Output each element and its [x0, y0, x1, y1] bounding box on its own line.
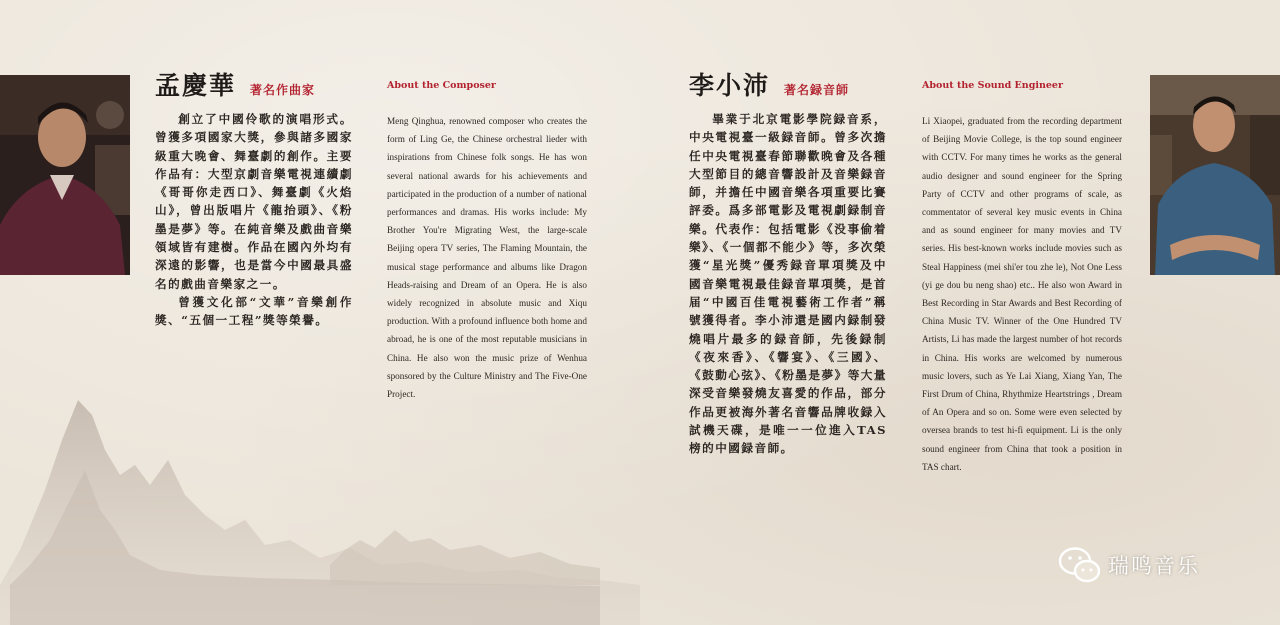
composer-photo	[0, 75, 130, 275]
composer-bio-cn	[155, 110, 353, 330]
mountain-illustration	[0, 380, 640, 625]
composer-bio-en	[387, 112, 587, 403]
engineer-photo	[1150, 75, 1280, 275]
composer-about-heading: About the Composer	[387, 80, 496, 91]
composer-bio-cn-paragraph: 創立了中國伶歌的演唱形式。曾獲多項國家大獎，參與諸多國家級重大晚會、舞臺劇的創作。主要作品有：大型京劇音樂電視連續劇《哥哥你走西口》、舞臺劇《火焰山》，曾出版唱片《龍抬頭》、《粉墨是夢》等。在純音樂及戲曲音樂領域皆有建樹。作品在國內外均有深遠的影響，也是當今中國最具盛名的戲曲音樂家之一。	[155, 112, 353, 291]
wechat-icon	[1058, 545, 1102, 585]
engineer-bio-cn	[689, 110, 887, 458]
composer-name: 孟慶華	[155, 71, 237, 100]
composer-heading	[155, 66, 315, 102]
engineer-about-heading: About the Sound Engineer	[922, 80, 1063, 91]
engineer-bio-en	[922, 112, 1122, 476]
engineer-name: 李小沛	[689, 71, 771, 100]
engineer-bio-cn-paragraph: 畢業于北京電影學院録音系，中央電視臺一級録音師。曾多次擔任中央電視臺春節聯歡晚會及各種大型節目的總音響設計及音樂録音師，并擔任中國音樂各項重要比賽評委。爲多部電影及電視劇録制音樂。代表作：包括電影《没事偷着樂》、《一個都不能少》等，多次榮獲“星光獎”優秀録音單項獎及中國音樂電視最佳録音單項獎，是首届“中國百佳電視藝術工作者”稱號獲得者。李小沛還是國内録制發燒唱片最多的録音師，先後録制《夜來香》、《響宴》、《三國》、《鼓動心弦》、《粉墨是夢》等大量深受音樂發燒友喜愛的作品，部分作品更被海外著名音響品牌收録入試機天碟，是唯一一位進入TAS榜的中國録音師。	[689, 112, 887, 456]
engineer-title: 著名録音師	[784, 83, 850, 97]
engineer-heading	[689, 66, 849, 102]
composer-bio-en-paragraph: Meng Qinghua, renowned composer who creates the form of Ling Ge, the Chinese orchestral lieder with inspirations from Chinese folk songs. He has won several national awards for his achievements and participated in the production of a number of national performances and dramas. His works include: My Brother You're Migrating West, the large-scale Beijing opera TV series, The Flaming Mountain, the musical stage performance and albums like Dragon Heads-raising and Dream of an Opera. He is also widely recognized in absolute music and Xiqu production. With a profound influence both home and abroad, he is one of the most reputable musicians in China. He also won the music prize of Wenhua sponsored by the Culture Ministry and The Five-One Project.	[387, 116, 587, 400]
composer-title: 著名作曲家	[250, 83, 316, 97]
composer-bio-cn-paragraph: 曾獲文化部“文華”音樂創作獎、“五個一工程”獎等榮譽。	[155, 294, 353, 328]
watermark	[1058, 545, 1200, 585]
engineer-bio-en-paragraph: Li Xiaopei, graduated from the recording department of Beijing Movie College, is the top sound engineer with CCTV. For many times he works as the general audio designer and sound engineer for the Spring Party of CCTV and other programs of scale, as commentator of several key music events in China and as sound engineer for many movies and TV series. His best-known works include movies such as Steal Happiness (mei shi'er tou zhe le), Not One Less (yi ge dou bu neng shao) etc.. He also won Award in Best Recording in Star Awards and Best Recording of China Music TV. Winner of the One Hundred TV Artists, Li has made the largest number of hot records in China. His works are welcomed by numerous music lovers, such as Ye Lai Xiang, Xiang Yan, The First Drum of China, Rhythmize Heartstrings , Dream of An Opera and so on. Some were even selected by oversea brands to test hi-fi equipment. Li is the only sound engineer from China that took a position in TAS chart.	[922, 116, 1122, 472]
watermark-text: 瑞鸣音乐	[1108, 554, 1200, 578]
